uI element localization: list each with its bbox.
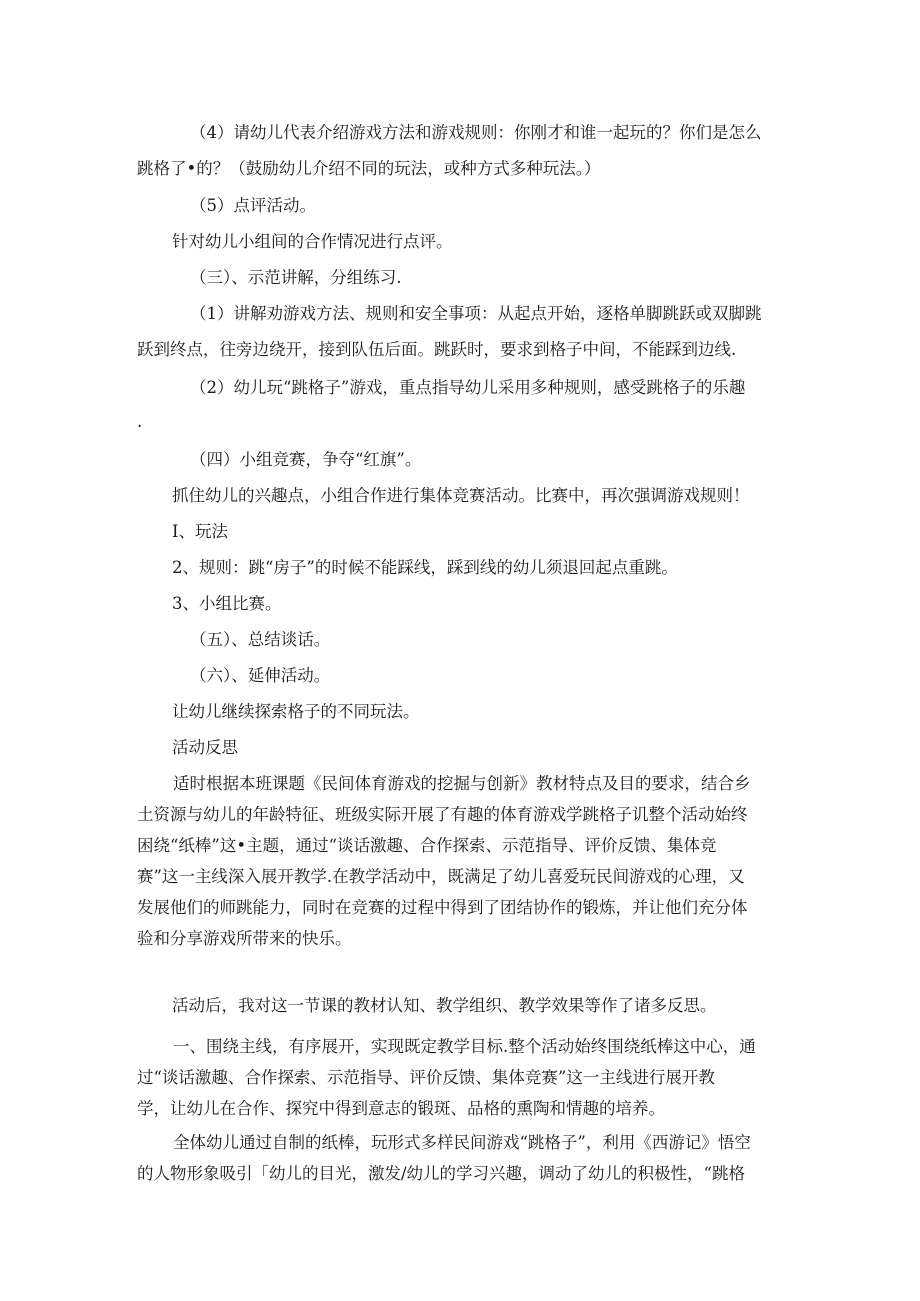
rule-item-3: 3、小组比赛。 <box>172 594 282 613</box>
section-3-item-2-line-2: . <box>137 412 143 431</box>
reflection-paragraph-4 <box>137 1127 792 1189</box>
step-4-line-1: （4）请幼儿代表介绍游戏方法和游戏规则：你刚才和谁一起玩的？你们是怎么 <box>190 123 762 142</box>
reflection-paragraph-3 <box>137 1031 792 1124</box>
step-4-line-2: 跳格了•的？（鼓励幼儿介绍不同的玩法，或种方式多种玩法。） <box>137 159 601 178</box>
reflection-paragraph-4-line: 全体幼儿通过自制的纸棒，玩形式多样民间游戏“跳格子”，利用《西游记》悟空 <box>173 1133 751 1152</box>
reflection-paragraph-1-line: 困绕“纸棒”这•主题，通过“谈话激趣、合作探索、示范指导、评价反馈、集体竞 <box>137 836 717 855</box>
reflection-paragraph-3-line: 学，让幼儿在合作、探究中得到意志的锻斑、品格的熏陶和情趣的培养。 <box>137 1099 665 1118</box>
reflection-paragraph-1-line: 土资源与幼儿的年龄特征、班级实际开展了有趣的体育游戏学跳格子讥整个活动始终 <box>137 805 748 824</box>
section-4-description: 抓住幼儿的兴趣点，小组合作进行集体竞赛活动。比赛中，再次强调游戏规则！ <box>172 486 750 505</box>
reflection-paragraph-1 <box>137 768 792 954</box>
step-5-description: 针对幼儿小组间的合作情况进行点评。 <box>172 232 453 251</box>
section-6-description: 让幼儿继续探索格子的不同玩法。 <box>172 702 420 721</box>
section-3-item-2-line-1: （2）幼儿玩“跳格子”游戏，重点指导幼儿采用多种规则，感受跳格子的乐趣 <box>190 378 746 397</box>
section-3-heading: （三）、示范讲解，分组练习. <box>190 268 402 287</box>
step-5-heading: （5）点评活动。 <box>190 196 316 215</box>
reflection-paragraph-3-line: 一、围绕主线，有序展开，实现既定教学目标.整个活动始终围绕纸棒这中心，通 <box>173 1037 756 1056</box>
reflection-paragraph-1-line: 验和分享游戏所带来的快乐。 <box>137 929 352 948</box>
section-5-heading: （五）、总结谈话。 <box>190 630 331 649</box>
reflection-paragraph-1-line: 发展他们的师跳能力，同时在竞赛的过程中得到了团结协作的锻炼，并让他们充分体 <box>137 898 748 917</box>
reflection-title: 活动反思 <box>172 738 238 757</box>
section-4-heading: （四）小组竞赛，争夺“红旗”。 <box>190 450 422 469</box>
rule-item-1: I、玩法 <box>172 522 229 541</box>
section-6-heading: （六）、延伸活动。 <box>190 666 331 685</box>
rule-item-2: 2、规则：跳“房子”的时候不能踩线，踩到线的幼儿须退回起点重跳。 <box>172 558 678 577</box>
reflection-paragraph-1-line: 赛”这一主线深入展开教学.在教学活动中，既满足了幼儿喜爱玩民间游戏的心理，又 <box>137 867 745 886</box>
reflection-paragraph-3-line: 过“谈话激趣、合作探索、示范指导、评价反馈、集体竞赛”这一主线进行展开教 <box>137 1068 715 1087</box>
section-3-item-1-line-1: （1）讲解劝游戏方法、规则和安全事项：从起点开始，逐格单脚跳跃或双脚跳 <box>190 304 762 323</box>
reflection-paragraph-1-line: 适时根据本班课题《民间体育游戏的挖掘与创新》教材特点及目的要求，结合乡 <box>173 774 751 793</box>
reflection-paragraph-4-line: 的人物形象吸引「幼儿的目光，激发/幼儿的学习兴趣，调动了幼儿的积极性，“跳格 <box>137 1164 745 1183</box>
reflection-paragraph-2: 活动后，我对这一节课的教材认知、教学组织、教学效果等作了诸多反思。 <box>172 996 717 1015</box>
section-3-item-1-line-2: 跃到终点，往旁边绕开，接到队伍后面。跳跃时，要求到格子中间，不能踩到边线. <box>137 340 737 359</box>
